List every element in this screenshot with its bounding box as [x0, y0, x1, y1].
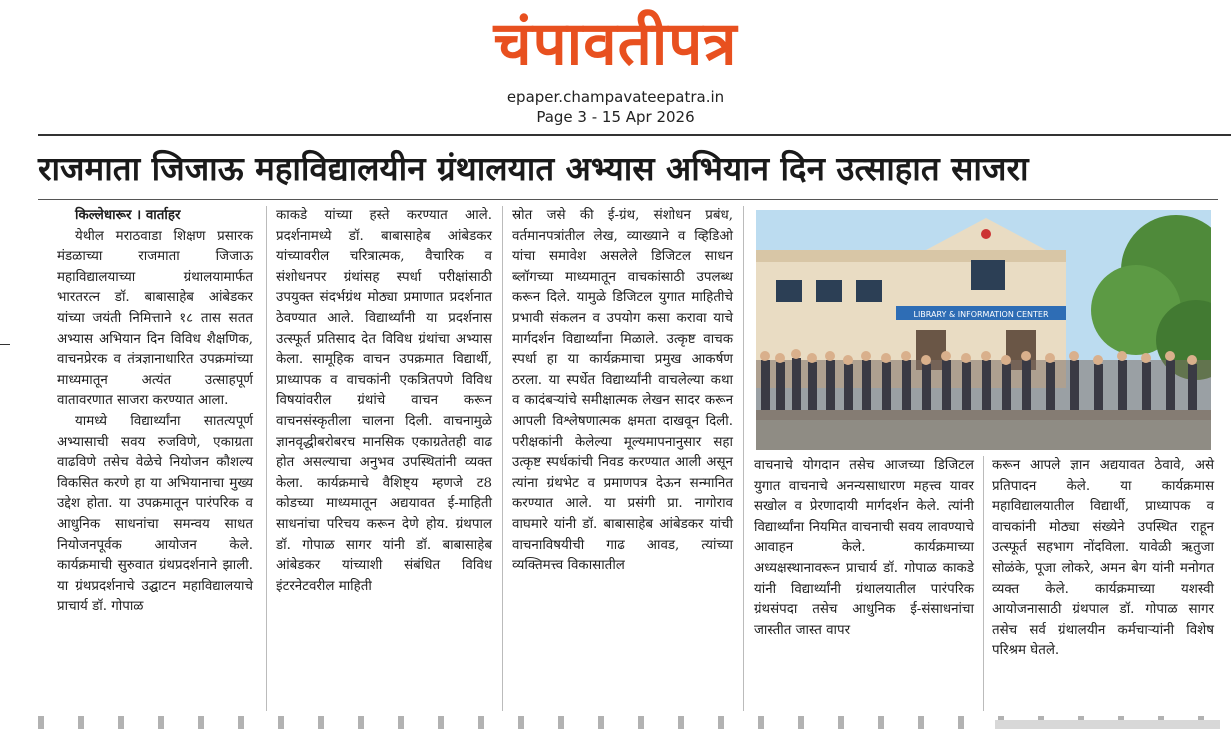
article-paragraph: वाचनाचे योगदान तसेच आजच्या डिजिटल युगात वाचनाचे अनन्यसाधारण महत्त्व यावर सखोल व प्रेरणादायी मार्गदर्शन केले. त्यांनी विद्यार्थ्यांना नियमित वाचनाची सवय लावण्याचे आवाहन केले. कार्यक्रमाच्या अध्यक्षस्थानावरून प्राचार्य डॉ. गोपाळ काकडे यांनी विद्यार्थ्यांनी ग्रंथालयातील पारंपरिक ग्रंथसंपदा तसेच आधुनिक ई-संसाधनांचा जास्तीत जास्त वापर: [754, 458, 974, 638]
newspaper-logo: चंपावतीपत्र: [493, 9, 738, 79]
article-paragraph: करून आपले ज्ञान अद्ययावत ठेवावे, असे प्रतिपादन केले. या कार्यक्रमास महाविद्यालयातील विद्यार्थी, प्राध्यापक व वाचकांनी मोठ्या संख्येने उपस्थित राहून उत्स्फूर्त सहभाग नोंदविला. यावेळी ऋतुजा सोळंके, पूजा लोकरे, अमन बेग यांनी मनोगत व्यक्त केले. कार्यक्रमाच्या यशस्वी आयोजनासाठी ग्रंथपाल डॉ. गोपाळ सागर तसेच सर्व ग्रंथालयीन कर्मचाऱ्यांनी विशेष परिश्रम घेतले.: [992, 458, 1214, 659]
epaper-url[interactable]: epaper.champavateepatra.in: [506, 88, 725, 106]
article-column-2: [276, 206, 492, 597]
masthead: [0, 0, 1231, 90]
article-paragraph: यामध्ये विद्यार्थ्यांना सातत्यपूर्ण अभ्यासाची सवय रुजविणे, एकाग्रता वाढविणे तसेच वेळेचे नियोजन कौशल्य विकसित करणे हा या अभियानाचा मुख्य उद्देश होता. या उपक्रमातून पारंपरिक व आधुनिक साधनांचा समन्वय साधत नियोजनपूर्वक आयोजन केले. कार्यक्रमाची सुरुवात ग्रंथप्रदर्शनाने झाली. या ग्रंथप्रदर्शनाचे उद्घाटन महाविद्यालयाचे प्राचार्य डॉ. गोपाळ: [57, 413, 253, 615]
dateline: किल्लेधारूर । वार्ताहर: [75, 208, 181, 223]
article-column-3: [512, 206, 733, 577]
column-separator: [983, 456, 984, 711]
masthead-divider: [38, 134, 1231, 136]
article-column-4: [754, 456, 974, 641]
article-paragraph: काकडे यांच्या हस्ते करण्यात आले. प्रदर्शनामध्ये डॉ. बाबासाहेब आंबेडकर यांच्यावरील चरित्रात्मक, वैचारिक व संशोधनपर ग्रंथांसह स्पर्धा परीक्षांसाठी उपयुक्त संदर्भग्रंथ मोठ्या प्रमाणात प्रदर्शनात ठेवण्यात आले. विद्यार्थ्यांनी या प्रदर्शनास उत्स्फूर्त प्रतिसाद देत विविध ग्रंथांचा अभ्यास केला. सामूहिक वाचन उपक्रमात विद्यार्थी, प्राध्यापक व वाचकांनी एकत्रितपणे विविध विषयांवरील ग्रंथांचे वाचन करून वाचनसंस्कृतीला चालना दिली. वाचनामुळे ज्ञानवृद्धीबरोबरच मानसिक एकाग्रतेतही वाढ होत असल्याचा अनुभव उपस्थितांनी व्यक्त केला. कार्यक्रमाचे वैशिष्ट्य म्हणजे ट8 कोडच्या माध्यमातून अद्ययावत ई-माहिती साधनांचा परिचय करून देणे होय. ग्रंथपाल डॉ. गोपाळ सागर यांनी डॉ. बाबासाहेब आंबेडकर यांच्याशी संबंधित विविध इंटरनेटवरील माहिती: [276, 208, 492, 594]
headline-divider: [38, 199, 1218, 200]
page-edge-mark: [0, 344, 10, 345]
page-date-info: Page 3 - 15 Apr 2026: [536, 108, 695, 126]
article-paragraph: येथील मराठवाडा शिक्षण प्रसारक मंडळाच्या राजमाता जिजाऊ महाविद्यालयाच्या ग्रंथालयामार्फत भारतरत्न डॉ. बाबासाहेब आंबेडकर यांच्या जयंती निमित्ताने १८ तास सतत अभ्यास अभियान दिन विविध शैक्षणिक, वाचनप्रेरक व तंत्रज्ञानाधारित उपक्रमांच्या माध्यमातून अत्यंत उत्साहपूर्ण वातावरणात साजरा करण्यात आला.: [57, 228, 253, 409]
gray-placeholder: [995, 720, 1220, 729]
article-paragraph: स्रोत जसे की ई-ग्रंथ, संशोधन प्रबंध, वर्तमानपत्रांतील लेख, व्याख्याने व व्हिडिओ यांचा समावेश असलेले डिजिटल साधन ब्लॉगच्या माध्यमातून वाचकांसाठी उपलब्ध करून दिले. यामुळे डिजिटल युगात माहितीचे प्रभावी संकलन व उपयोग कसा करावा याचे मार्गदर्शन विद्यार्थ्यांना मिळाले. उत्कृष्ट वाचक स्पर्धा हा या कार्यक्रमाचा प्रमुख आकर्षण ठरला. या स्पर्धेत विद्यार्थ्यांनी वाचलेल्या कथा व कादंबऱ्यांचे समीक्षात्मक लेखन सादर करून आपली विश्लेषणात्मक क्षमता दाखवून दिली. परीक्षकांनी केलेल्या मूल्यमापनानुसार सहा उत्कृष्ट स्पर्धकांची निवड करण्यात आली असून त्यांना ग्रंथभेट व प्रमाणपत्र देऊन सन्मानित करण्यात आले. या प्रसंगी प्रा. नागोराव वाघमारे यांनी डॉ. बाबासाहेब आंबेडकर यांची वाचनाविषयीची गाढ आवड, त्यांच्या व्यक्तिमत्त्व विकासातील: [512, 208, 733, 574]
library-building-photo: [756, 210, 1211, 450]
article-headline: राजमाता जिजाऊ महाविद्यालयीन ग्रंथालयात अभ्यास अभियान दिन उत्साहात साजरा: [38, 149, 1029, 188]
event-photo: [756, 210, 1211, 450]
library-sign: LIBRARY & INFORMATION CENTER: [913, 310, 1049, 319]
column-separator: [502, 206, 503, 711]
article-column-5: [992, 456, 1214, 662]
column-separator: [266, 206, 267, 711]
column-separator: [743, 206, 744, 711]
article-column-1: [57, 206, 253, 618]
